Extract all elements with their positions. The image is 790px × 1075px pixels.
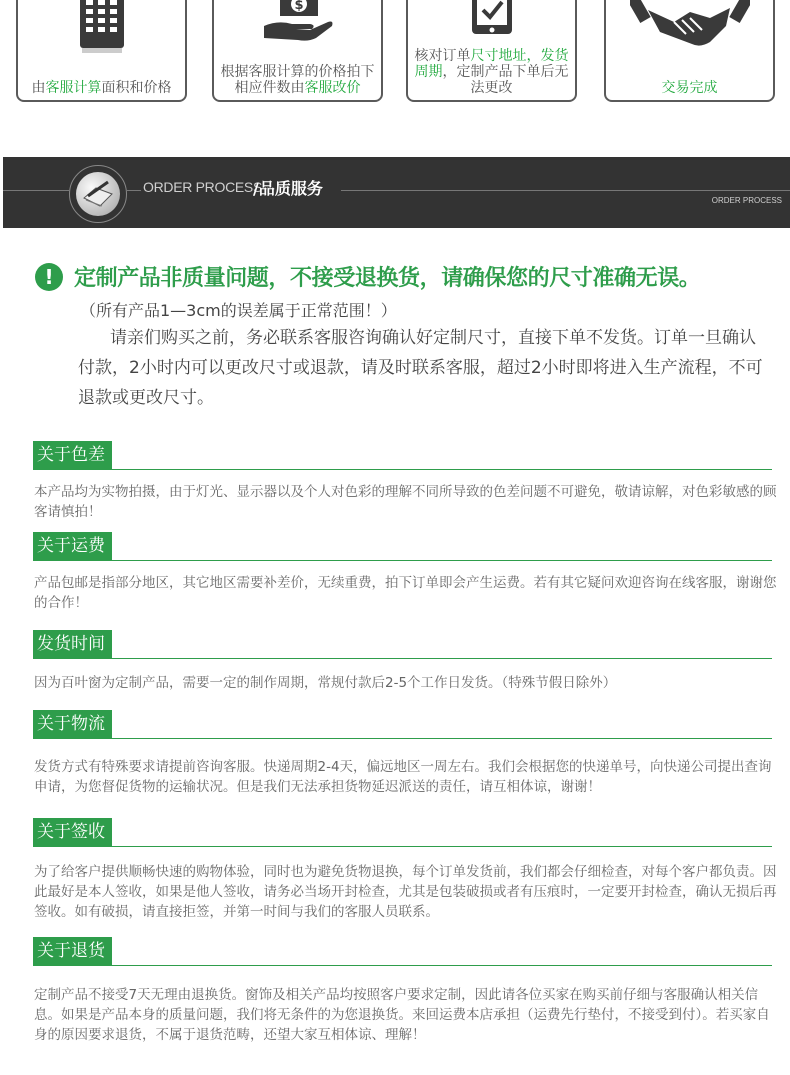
notice-title: 定制产品非质量问题，不接受退换货，请确保您的尺寸准确无误。 [74, 266, 701, 291]
section-body-color: 本产品均为实物拍摄，由于灯光、显示器以及个人对色彩的理解不同所导致的色差问题不可避免，敬请谅解，对色彩敏感的顾客请慎拍！ [34, 484, 777, 520]
section-divider [33, 738, 772, 739]
section-body-shipping-fee: 产品包邮是指部分地区，其它地区需要补差价，无续重费，拍下订单即会产生运费。若有其它疑问欢迎咨询在线客服，谢谢您的合作！ [34, 575, 777, 611]
order-process-banner [3, 157, 790, 228]
process-step-confirm [406, 0, 577, 102]
pen-paper-icon [69, 165, 127, 223]
section-title-delivery-time: 发货时间 [33, 630, 112, 659]
section-divider [33, 560, 772, 561]
calculator-icon [78, 0, 126, 54]
section-divider [33, 965, 772, 966]
handshake-icon [630, 0, 750, 50]
banner-divider [341, 190, 790, 191]
banner-divider [3, 190, 69, 191]
process-step-text: 核对订单尺寸地址，发货周期，定制产品下单后无法更改 [414, 48, 569, 96]
section-divider [33, 469, 772, 470]
section-title-color: 关于色差 [33, 441, 112, 470]
process-step-text: 由客服计算面积和价格 [31, 80, 172, 96]
section-title-signing: 关于签收 [33, 818, 112, 847]
section-body-signing: 为了给客户提供顺畅快速的购物体验，同时也为避免货物退换，每个订单发货前，我们都会仔细检查，对每个客户都负责。因此最好是本人签收，如果是他人签收，请务必当场开封检查，尤其是包装破损或者有压痕时，一定要开封检查，确认无损后再签收。如有破损，请直接拒签，并第一时间与我们的客服人员联系。 [34, 864, 777, 920]
section-body-returns: 定制产品不接受7天无理由退换货。窗饰及相关产品均按照客户要求定制，因此请各位买家在购买前仔细与客服确认相关信息。如果是产品本身的质量问题，我们将无条件的为您退换货。来回运费本店承担（运费先行垫付，不接受到付）。若买家自身的原因要求退货，不属于退货范畴，还望大家互相体谅、理解！ [34, 987, 770, 1043]
section-divider [33, 846, 772, 847]
section-title-logistics: 关于物流 [33, 710, 112, 739]
process-step-calculate [16, 0, 187, 102]
svg-text:$: $ [293, 0, 304, 13]
section-divider [33, 658, 772, 659]
process-step-text: 根据客服计算的价格拍下相应件数由客服改价 [220, 64, 375, 96]
banner-title-cn: /品质服务 [253, 179, 323, 198]
section-body-logistics: 发货方式有特殊要求请提前咨询客服。快递周期2-4天，偏远地区一周左右。我们会根据您的快递单号，向快递公司提出查询申请，为您督促货物的运输状况。但是我们无法承担货物延迟派送的责任，请互相体谅，谢谢！ [34, 759, 772, 795]
section-title-shipping-fee: 关于运费 [33, 532, 112, 561]
process-step-text: 交易完成 [661, 80, 718, 96]
process-step-complete [604, 0, 775, 102]
hand-money-icon [258, 0, 338, 44]
section-title-returns: 关于退货 [33, 937, 112, 966]
phone-check-icon [469, 0, 515, 36]
banner-title-en: ORDER PROCESS [143, 179, 263, 195]
section-body-delivery-time: 因为百叶窗为定制产品，需要一定的制作周期，常规付款后2-5个工作日发货。（特殊节假日除外） [34, 675, 617, 691]
notice-subtitle: （所有产品1—3cm的误差属于正常范围！） [80, 301, 397, 320]
process-step-pay [212, 0, 383, 102]
banner-divider [127, 190, 141, 191]
exclamation-icon: ! [35, 263, 63, 291]
banner-caption: ORDER PROCESS [711, 196, 782, 205]
notice-body: 请亲们购买之前，务必联系客服咨询确认好定制尺寸，直接下单不发货。订单一旦确认付款，2小时内可以更改尺寸或退款，请及时联系客服，超过2小时即将进入生产流程，不可退款或更改尺寸。 [78, 328, 763, 408]
